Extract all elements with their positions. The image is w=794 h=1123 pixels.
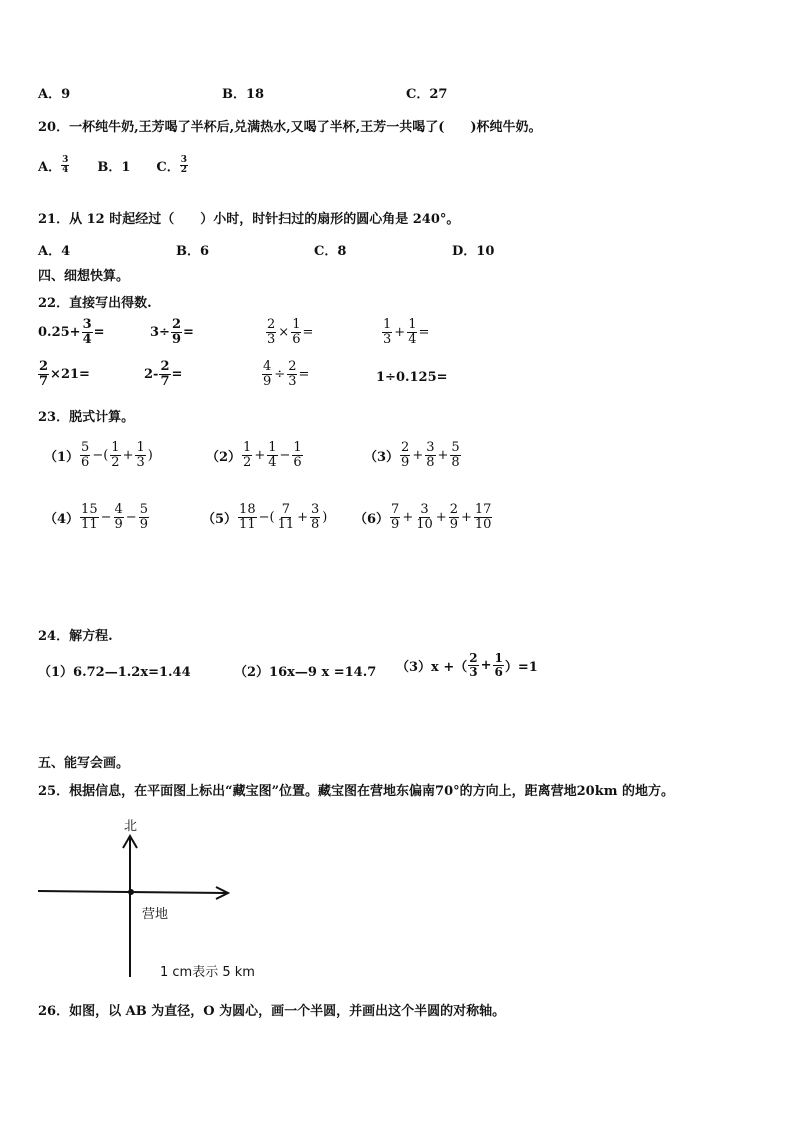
- denominator: 3: [383, 331, 392, 347]
- expr-text: =: [418, 324, 430, 340]
- problem-label: （2）: [206, 449, 242, 465]
- q25-stem: 25．根据信息，在平面图上标出“藏宝图”位置。藏宝图在营地东偏南70°的方向上，距离营地20km 的地方。: [38, 784, 675, 799]
- q23-problem-4: [44, 503, 149, 531]
- numerator: 3: [426, 440, 435, 455]
- operator: −: [279, 447, 291, 463]
- q20-option-c-label: C．: [156, 160, 180, 176]
- expr-text: 0.25+: [38, 324, 81, 340]
- denominator: 3: [136, 454, 145, 470]
- numerator: 5: [81, 440, 90, 455]
- numerator: 2: [401, 440, 410, 455]
- q23-problem-3: [364, 441, 461, 469]
- numerator: 1: [268, 440, 277, 455]
- denominator: 10: [416, 516, 433, 532]
- numerator: 1: [383, 317, 392, 332]
- camp-label: 营地: [142, 907, 169, 922]
- operator: +: [394, 324, 406, 340]
- denominator: 4: [408, 331, 417, 347]
- numerator: 7: [391, 502, 400, 517]
- numerator: 2: [449, 502, 458, 517]
- section-4-heading: 四、细想快算。: [38, 269, 130, 284]
- north-label: 北: [124, 819, 138, 834]
- q22-expr-3: [266, 318, 313, 346]
- q22-expr-4: [382, 318, 429, 346]
- operator: −(: [258, 509, 275, 525]
- q22-expr-6: [144, 360, 182, 388]
- operator: +: [435, 509, 447, 525]
- problem-label: （1）: [44, 449, 80, 465]
- operator: +: [402, 509, 414, 525]
- denominator: 11: [81, 516, 98, 532]
- q20-option-b: B．1: [97, 160, 131, 176]
- q22-expr-1: [38, 318, 105, 346]
- numerator: 1: [408, 317, 417, 332]
- q22-expr-8: 1÷0.125=: [376, 370, 448, 385]
- operator: ): [147, 447, 153, 463]
- denominator: 9: [171, 331, 181, 347]
- numerator: 1: [292, 317, 301, 332]
- denominator: 3: [267, 331, 276, 347]
- operator: +: [460, 509, 472, 525]
- denominator: 2: [243, 454, 252, 470]
- camp-point: [128, 889, 134, 895]
- q22-expr-7: [262, 360, 309, 388]
- denominator: 2: [180, 165, 188, 176]
- denominator: 4: [268, 454, 277, 470]
- q22-stem: 22．直接写出得数.: [38, 296, 152, 311]
- numerator: 3: [180, 155, 188, 165]
- denominator: 9: [401, 454, 410, 470]
- scale-label: 1 cm表示 5 km: [160, 965, 255, 980]
- denominator: 8: [426, 454, 435, 470]
- q23-stem: 23．脱式计算。: [38, 410, 135, 425]
- expr-text: ）=1: [504, 659, 538, 675]
- operator: ÷: [274, 366, 286, 382]
- denominator: 10: [474, 516, 492, 532]
- denominator: 9: [139, 516, 148, 532]
- numerator: 2: [267, 317, 276, 332]
- numerator: 3: [420, 502, 429, 517]
- q22-expr-5: [38, 360, 90, 388]
- q20-options: [38, 156, 188, 176]
- q24-problem-3: [396, 652, 538, 678]
- numerator: 3: [82, 317, 92, 332]
- numerator: 15: [81, 502, 98, 517]
- problem-label: （5）: [202, 511, 238, 527]
- denominator: 11: [277, 516, 295, 532]
- q23-problem-6: [354, 503, 492, 531]
- expr-text: （3）x +（: [396, 659, 468, 675]
- numerator: 2: [160, 359, 170, 374]
- numerator: 1: [293, 440, 302, 455]
- q21-option-c: C．8: [314, 244, 347, 259]
- numerator: 4: [114, 502, 123, 517]
- numerator: 5: [451, 440, 460, 455]
- numerator: 1: [111, 440, 120, 455]
- denominator: 11: [239, 516, 256, 532]
- denominator: 9: [263, 373, 272, 389]
- denominator: 9: [449, 516, 458, 532]
- q22-expr-2: [150, 318, 194, 346]
- numerator: 7: [281, 502, 290, 517]
- denominator: 7: [160, 373, 170, 389]
- operator: +: [297, 509, 309, 525]
- q25-map-diagram: [30, 812, 250, 984]
- numerator: 2: [288, 359, 297, 374]
- numerator: 1: [494, 651, 503, 665]
- numerator: 5: [139, 502, 148, 517]
- numerator: 2: [171, 317, 181, 332]
- expr-text: =: [93, 324, 105, 340]
- q20-option-c-fraction: [180, 156, 188, 176]
- operator: −(: [92, 447, 109, 463]
- q24-problem-1: （1）6.72—1.2x=1.44: [38, 665, 191, 680]
- numerator: 18: [239, 502, 256, 517]
- expr-text: =: [298, 366, 310, 382]
- numerator: 2: [39, 359, 49, 374]
- problem-label: （4）: [44, 511, 80, 527]
- q24-stem: 24．解方程.: [38, 629, 113, 644]
- q20-option-a-label: A．: [38, 160, 62, 176]
- operator: +: [122, 447, 134, 463]
- denominator: 7: [39, 373, 49, 389]
- operator: −: [125, 509, 137, 525]
- expr-text: =: [302, 324, 314, 340]
- expr-text: =: [183, 324, 194, 340]
- numerator: 4: [263, 359, 272, 374]
- q21-option-b: B．6: [176, 244, 210, 259]
- q23-problem-1: [44, 441, 154, 469]
- operator: ): [322, 509, 328, 525]
- q20-stem: 20．一杯纯牛奶,王芳喝了半杯后,兑满热水,又喝了半杯,王芳一共喝了( )杯纯牛奶。: [38, 120, 542, 135]
- expr-text: ×21=: [50, 366, 90, 382]
- expr-text: =: [171, 366, 183, 382]
- q21-option-a: A．4: [38, 244, 71, 259]
- denominator: 6: [292, 331, 301, 347]
- denominator: 2: [111, 454, 120, 470]
- denominator: 9: [391, 516, 400, 532]
- numerator: 1: [243, 440, 252, 455]
- denominator: 9: [114, 516, 123, 532]
- q21-stem: 21．从 12 时起经过（ ）小时，时针扫过的扇形的圆心角是 240°。: [38, 212, 460, 227]
- q20-option-a-fraction: [61, 156, 69, 176]
- q19-option-c: C．27: [406, 87, 448, 102]
- operator: +: [254, 447, 266, 463]
- q23-problem-5: [202, 503, 328, 531]
- q21-option-d: D．10: [452, 244, 495, 259]
- q19-option-b: B．18: [222, 87, 265, 102]
- denominator: 3: [288, 373, 297, 389]
- expr-text: 3÷: [150, 324, 170, 340]
- operator: +: [412, 447, 424, 463]
- q24-problem-2: （2）16x—9 x =14.7: [234, 665, 377, 680]
- numerator: 1: [136, 440, 145, 455]
- numerator: 3: [311, 502, 320, 517]
- operator: +: [480, 657, 492, 673]
- denominator: 6: [494, 664, 503, 679]
- numerator: 3: [62, 155, 69, 165]
- denominator: 4: [62, 165, 69, 176]
- q26-stem: 26．如图，以 AB 为直径，O 为圆心，画一个半圆，并画出这个半圆的对称轴。: [38, 1004, 506, 1019]
- numerator: 17: [474, 502, 492, 517]
- denominator: 8: [311, 516, 320, 532]
- denominator: 8: [451, 454, 460, 470]
- q19-option-a: A．9: [38, 87, 71, 102]
- section-5-heading: 五、能写会画。: [38, 756, 130, 771]
- operator: ×: [278, 324, 290, 340]
- numerator: 2: [469, 651, 478, 665]
- problem-label: （6）: [354, 511, 390, 527]
- q23-problem-2: [206, 441, 303, 469]
- operator: −: [100, 509, 112, 525]
- expr-text: 2-: [144, 366, 159, 382]
- denominator: 4: [82, 331, 92, 347]
- denominator: 6: [81, 454, 90, 470]
- operator: +: [437, 447, 449, 463]
- denominator: 6: [293, 454, 302, 470]
- denominator: 3: [469, 664, 478, 679]
- problem-label: （3）: [364, 449, 400, 465]
